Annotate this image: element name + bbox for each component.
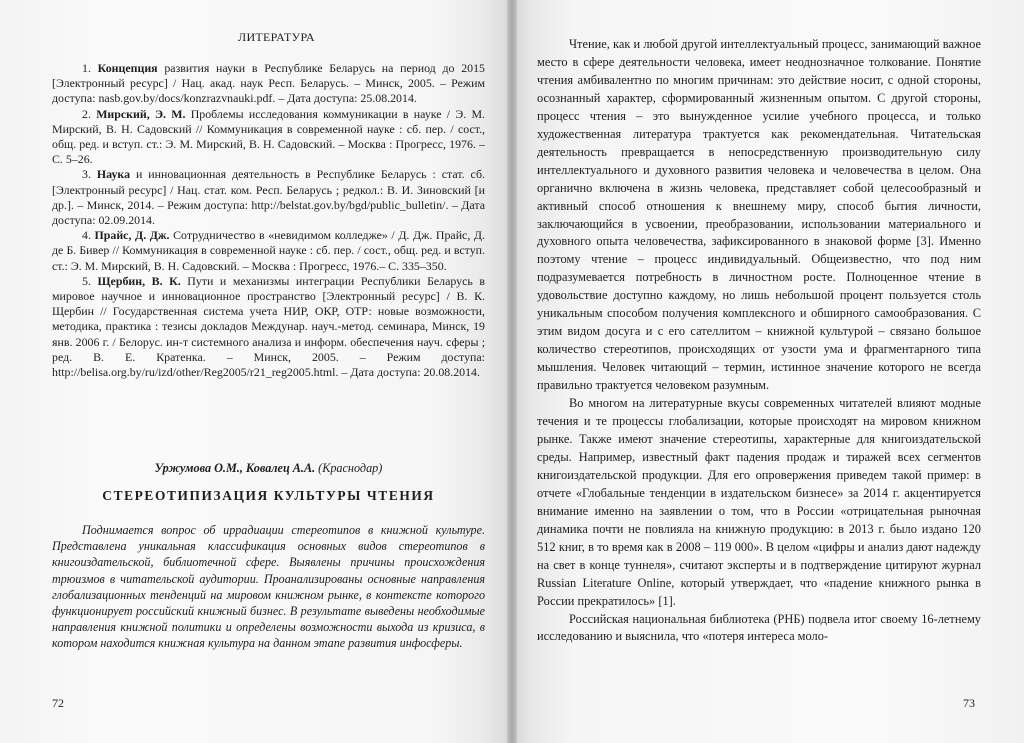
references-heading: ЛИТЕРАТУРА [238,30,315,44]
article-abstract: Поднимается вопрос об иррадиации стереотипов в книжной культуре. Представлена уникальная классификация основных видов стереотипов в книгоиздательской, библиотечной сфере. Выявлены причины происхождения трюизмов в читательской аудитории. Проанализированы основные направления глобализационных тенденций на мировом книжном рынке, в контексте которого функционирует российский книжный бизнес. В результате выведены необходимые направления книжной политики и определены возможности выхода из кризиса, в котором находится книжная культура на данном этапе развития инфосферы. [52,523,485,651]
book-gutter [507,0,517,743]
reference-item: 4. Прайс, Д. Дж. Сотрудничество в «невидимом колледже» / Д. Дж. Прайс, Д. де Б. Бивер // Коммуникация в современной науке : сб. пер. / сост., общ. ред. и вступ. ст.: Э. М. Мирский, В. Н. Садовский. – Москва : Прогресс, 1976.– С. 335–350. [52,228,485,273]
article-authors [52,461,485,476]
page-number-left: 72 [52,696,64,710]
body-paragraph: Российская национальная библиотека (РНБ) подвела итог своему 16-летнему исследованию и выяснила, что «потеря интереса моло- [537,611,981,644]
article-title: СТЕРЕОТИПИЗАЦИЯ КУЛЬТУРЫ ЧТЕНИЯ [102,488,435,503]
reference-item: 1. Концепция развития науки в Республике Беларусь на период до 2015 [Электронный ресурс] / Нац. акад. наук Респ. Беларусь. – Минск, 2005. – Режим доступа: nasb.gov.by/docs/konzrazvnauki.pdf. – Дата доступа: 25.08.2014. [52,61,485,106]
reference-item: 2. Мирский, Э. М. Проблемы исследования коммуникации в науке / Э. М. Мирский, В. Н. Садовский // Коммуникация в современной науке : сб. пер. / сост., общ. ред. и вступ. ст.: Э. М. Мирский, В. Н. Садовский. – Москва : Прогресс, 1976. – С. 5–26. [52,106,485,167]
author-names: Уржумова О.М., Ковалец А.А. [154,461,316,475]
body-paragraph: Во многом на литературные вкусы современных читателей влияют модные течения и те процессы глобализации, которые происходят на мировом книжном рынке. Также имеют значение стереотипы, характерные для книгоиздательской среды. Например, известный факт падения продаж и тиражей всех сегментов книгоиздательской продукции. Для его опровержения приведем такой пример: в отчете «Глобальные тенденции в издательском бизнесе» за 2014 г. акцентируется внимание именно на заявлении о том, что в России «отрицательная рыночная динамика почти не повлияла на книжную продукцию: в 2013 г. было издано 120 512 книг, в то время как в 2008 – 119 000». В целом «цифры и анализ дают надежду на свет в конце туннеля», считают эксперты и в подтверждение цитируют журнал Russian Literature Online, который утверждает, что «падение книжного рынка в России прекратилось» [1]. [537,396,981,608]
author-city: (Краснодар) [318,461,383,475]
page-number-right: 73 [963,696,975,710]
reference-item: 3. Наука и инновационная деятельность в Республике Беларусь : стат. сб. [Электронный ресурс] / Нац. стат. ком. Респ. Беларусь ; редкол.: В. И. Зиновский [и др.]. – Минск, 2014. – Режим доступа: http://belstat.gov.by/bgd/public_bulletin/. – Дата доступа: 02.09.2014. [52,167,485,228]
body-paragraph: Чтение, как и любой другой интеллектуальный процесс, занимающий важное место в сфере деятельности человека, имеет неоднозначное толкование. Понятие чтения амбивалентно по многим причинам: это действие носит, с одной стороны, осознанный характер, сформированный жизненным опытом. С другой стороны, процесс чтения – это вынужденное усилие учебного процесса, и только художественная литература трактуется как рекомендательная. Читательская деятельность превращается в непосредственную производительную силу интеллектуального и духовного развития человека и человечества в целом. Она органично включена в жизнь человека, представляет собой целесообразный и активный способ отношения к внешнему миру, способ бытия личности, заключающийся в усвоении, преобразовании, использовании материального и духовного опыта человечества, зафиксированного в знаковой форме [3]. Именно поэтому чтение – процесс индивидуальный. Общеизвестно, что под ним подразумевается потребность в личностном росте. Полноценное чтение в удовольствие доступно каждому, но лишь небольшой процент пользуется столь уникальным способом получения комплексного и обширного самообразования. С этим видом досуга и с его сателлитом – книжной культурой – связано большое количество стереотипов, происходящих от узости ума и фрагментарного типа мышления. Человек читающий – термин, истинное значение которого не всегда правильно трактуется человеком разумным. [537,37,981,393]
reference-list [52,61,485,380]
reference-item: 5. Щербин, В. К. Пути и механизмы интеграции Республики Беларусь в мировое научное и инновационное пространство [Электронный ресурс] / В. К. Щербин // Государственная система учета НИР, ОКР, ОТР: новые возможности, методика, практика : тезисы докладов Междунар. науч.-метод. семинара, Минск, 19 янв. 2006 г. / Белорус. ин-т системного анализа и информ. обеспечения науч. сферы ; ред. В. Е. Кратенка. – Минск, 2005. – Режим доступа: http://belisa.org.by/ru/izd/other/Reg2005/r21_reg2005.html. – Дата доступа: 20.08.2014. [52,273,485,380]
article-body [537,36,981,646]
